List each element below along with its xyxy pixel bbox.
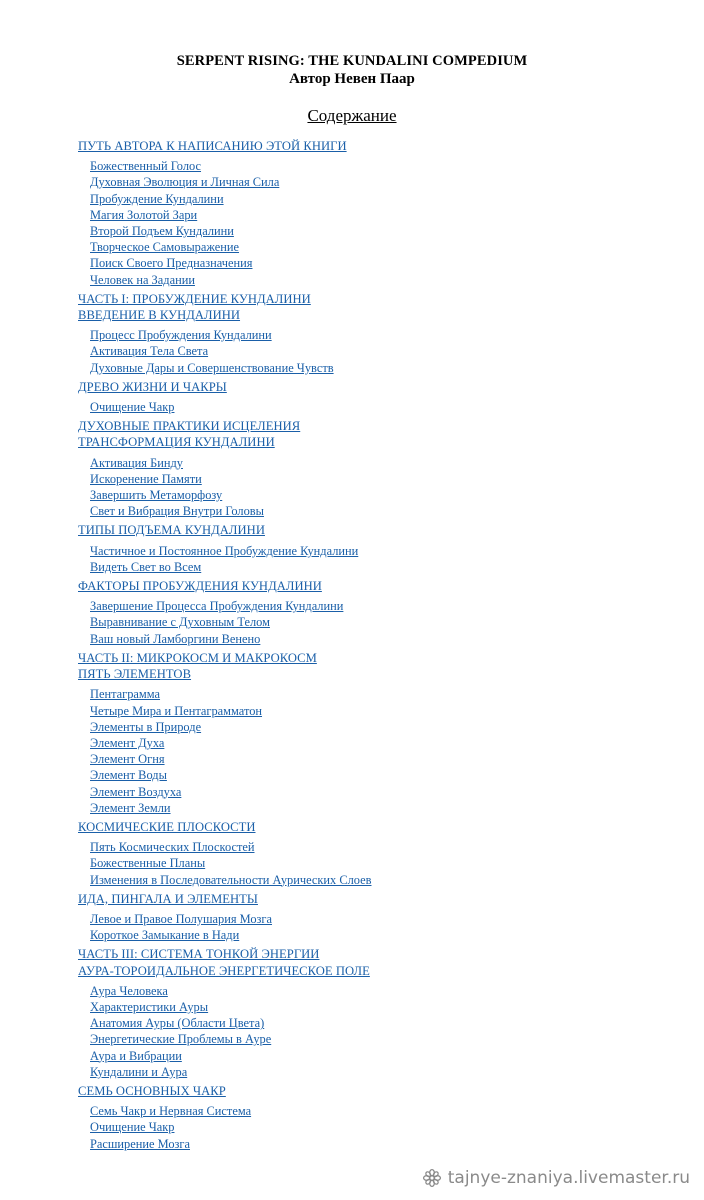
toc-section <box>0 819 704 888</box>
toc-subitem-link[interactable]: Творческое Самовыражение <box>90 240 240 255</box>
toc-section-link[interactable]: ДУХОВНЫЕ ПРАКТИКИ ИСЦЕЛЕНИЯ <box>78 419 301 434</box>
toc-subitem-link[interactable]: Божественный Голос <box>90 159 202 174</box>
toc-subitem-list <box>0 1103 704 1152</box>
toc-subitem-link[interactable]: Духовные Дары и Совершенствование Чувств <box>90 360 334 375</box>
toc-section <box>0 418 704 519</box>
toc-subitem-list <box>0 839 704 888</box>
toc-subitem-link[interactable]: Изменения в Последовательности Аурических Слоев <box>90 872 372 887</box>
toc-subitem-list <box>0 686 704 816</box>
toc-section <box>0 946 704 1080</box>
toc-subitem-link[interactable]: Элемент Духа <box>90 735 165 750</box>
toc-subitem-link[interactable]: Процесс Пробуждения Кундалини <box>90 328 272 343</box>
toc-section <box>0 138 704 288</box>
toc-section-link[interactable]: ТРАНСФОРМАЦИЯ КУНДАЛИНИ <box>78 435 275 450</box>
toc-subitem-link[interactable]: Божественные Планы <box>90 856 206 871</box>
toc-subitem-link[interactable]: Второй Подъем Кундалини <box>90 224 234 239</box>
toc-subitem-list <box>0 983 704 1080</box>
toc-subitem-link[interactable]: Анатомия Ауры (Области Цвета) <box>90 1016 265 1031</box>
toc-section <box>0 891 704 944</box>
toc-subitem-link[interactable]: Элемент Земли <box>90 800 171 815</box>
toc-subitem-link[interactable]: Аура и Вибрации <box>90 1048 182 1063</box>
toc-subitem-link[interactable]: Пентаграмма <box>90 687 161 702</box>
toc-subitem-link[interactable]: Выравнивание с Духовным Телом <box>90 615 270 630</box>
toc-heading: Содержание <box>307 106 397 125</box>
toc-subitem-link[interactable]: Расширение Мозга <box>90 1136 190 1151</box>
toc-subitem-link[interactable]: Энергетические Проблемы в Ауре <box>90 1032 272 1047</box>
toc-subitem-link[interactable]: Элемент Воздуха <box>90 784 182 799</box>
toc-section-link[interactable]: ТИПЫ ПОДЪЕМА КУНДАЛИНИ <box>78 523 265 538</box>
toc-subitem-link[interactable]: Завершение Процесса Пробуждения Кундалини <box>90 599 344 614</box>
toc-section <box>0 522 704 575</box>
toc-section-link[interactable]: ПУТЬ АВТОРА К НАПИСАНИЮ ЭТОЙ КНИГИ <box>78 139 347 153</box>
toc-subitem-link[interactable]: Видеть Свет во Всем <box>90 559 202 574</box>
toc-subitem-link[interactable]: Человек на Задании <box>90 272 195 287</box>
book-author: Автор Невен Паар <box>289 71 415 87</box>
toc-subitem-link[interactable]: Элемент Огня <box>90 752 165 767</box>
toc-section <box>0 291 704 376</box>
book-title: SERPENT RISING: THE KUNDALINI COMPEDIUM <box>176 53 528 69</box>
toc-subitem-list <box>0 543 704 575</box>
toc-subitem-link[interactable]: Короткое Замыкание в Нади <box>90 928 240 943</box>
toc-subitem-link[interactable]: Ваш новый Ламборгини Венено <box>90 631 261 646</box>
toc-subitem-link[interactable]: Элемент Воды <box>90 768 167 783</box>
toc-section <box>0 650 704 816</box>
toc-subitem-list <box>0 399 704 415</box>
toc-section <box>0 379 704 415</box>
toc-subitem-link[interactable]: Аура Человека <box>90 983 168 998</box>
toc-subitem-list <box>0 158 704 288</box>
toc-subitem-link[interactable]: Пять Космических Плоскостей <box>90 840 255 855</box>
toc-section <box>0 1083 704 1152</box>
toc-subitem-link[interactable]: Завершить Метаморфозу <box>90 488 223 503</box>
toc-section-link[interactable]: КОСМИЧЕСКИЕ ПЛОСКОСТИ <box>78 819 256 834</box>
toc-subitem-link[interactable]: Магия Золотой Зари <box>90 207 198 222</box>
toc-subitem-list <box>0 327 704 376</box>
watermark <box>422 1168 690 1188</box>
toc-subitem-link[interactable]: Четыре Мира и Пентаграмматон <box>90 703 263 718</box>
toc-section-link[interactable]: ПЯТЬ ЭЛЕМЕНТОВ <box>78 667 192 682</box>
toc-subitem-link[interactable]: Кундалини и Аура <box>90 1064 188 1079</box>
toc-subitem-link[interactable]: Элементы в Природе <box>90 719 202 734</box>
toc-subitem-link[interactable]: Пробуждение Кундалини <box>90 191 224 206</box>
toc-subitem-list <box>0 455 704 520</box>
toc-subitem-link[interactable]: Очищение Чакр <box>90 1120 175 1135</box>
toc-subitem-link[interactable]: Духовная Эволюция и Личная Сила <box>90 175 280 190</box>
toc-section <box>0 578 704 647</box>
toc-section-link[interactable]: СЕМЬ ОСНОВНЫХ ЧАКР <box>78 1083 226 1098</box>
toc-subitem-link[interactable]: Свет и Вибрация Внутри Головы <box>90 504 264 519</box>
livemaster-flower-icon <box>422 1168 442 1188</box>
watermark-text: tajnye-znaniya.livemaster.ru <box>447 1168 690 1188</box>
toc-subitem-link[interactable]: Искоренение Памяти <box>90 471 202 486</box>
toc-subitem-list <box>0 911 704 943</box>
toc-section-link[interactable]: ФАКТОРЫ ПРОБУЖДЕНИЯ КУНДАЛИНИ <box>78 579 322 594</box>
toc-section-link[interactable]: ЧАСТЬ I: ПРОБУЖДЕНИЕ КУНДАЛИНИ <box>78 291 311 306</box>
toc-subitem-link[interactable]: Левое и Правое Полушария Мозга <box>90 911 273 926</box>
toc-subitem-link[interactable]: Поиск Своего Предназначения <box>90 256 253 271</box>
toc-section-link[interactable]: ЧАСТЬ II: МИКРОКОСМ И МАКРОКОСМ <box>78 650 317 665</box>
toc-subitem-link[interactable]: Очищение Чакр <box>90 400 175 415</box>
toc-subitem-link[interactable]: Активация Тела Света <box>90 344 209 359</box>
toc-section-link[interactable]: ИДА, ПИНГАЛА И ЭЛЕМЕНТЫ <box>78 891 258 906</box>
toc-section-link[interactable]: ВВЕДЕНИЕ В КУНДАЛИНИ <box>78 308 241 323</box>
toc-section-link[interactable]: АУРА-ТОРОИДАЛЬНОЕ ЭНЕРГЕТИЧЕСКОЕ ПОЛЕ <box>78 963 370 978</box>
title-block <box>0 52 704 88</box>
toc-subitem-link[interactable]: Характеристики Ауры <box>90 999 209 1014</box>
toc-subitem-link[interactable]: Частичное и Постоянное Пробуждение Кундалини <box>90 543 359 558</box>
toc-section-link[interactable]: ДРЕВО ЖИЗНИ И ЧАКРЫ <box>78 379 227 394</box>
toc-subitem-link[interactable]: Семь Чакр и Нервная Система <box>90 1104 252 1119</box>
toc-subitem-link[interactable]: Активация Бинду <box>90 455 183 470</box>
toc-subitem-list <box>0 598 704 647</box>
toc-section-link[interactable]: ЧАСТЬ III: СИСТЕМА ТОНКОЙ ЭНЕРГИИ <box>78 947 320 962</box>
table-of-contents <box>0 138 704 1155</box>
